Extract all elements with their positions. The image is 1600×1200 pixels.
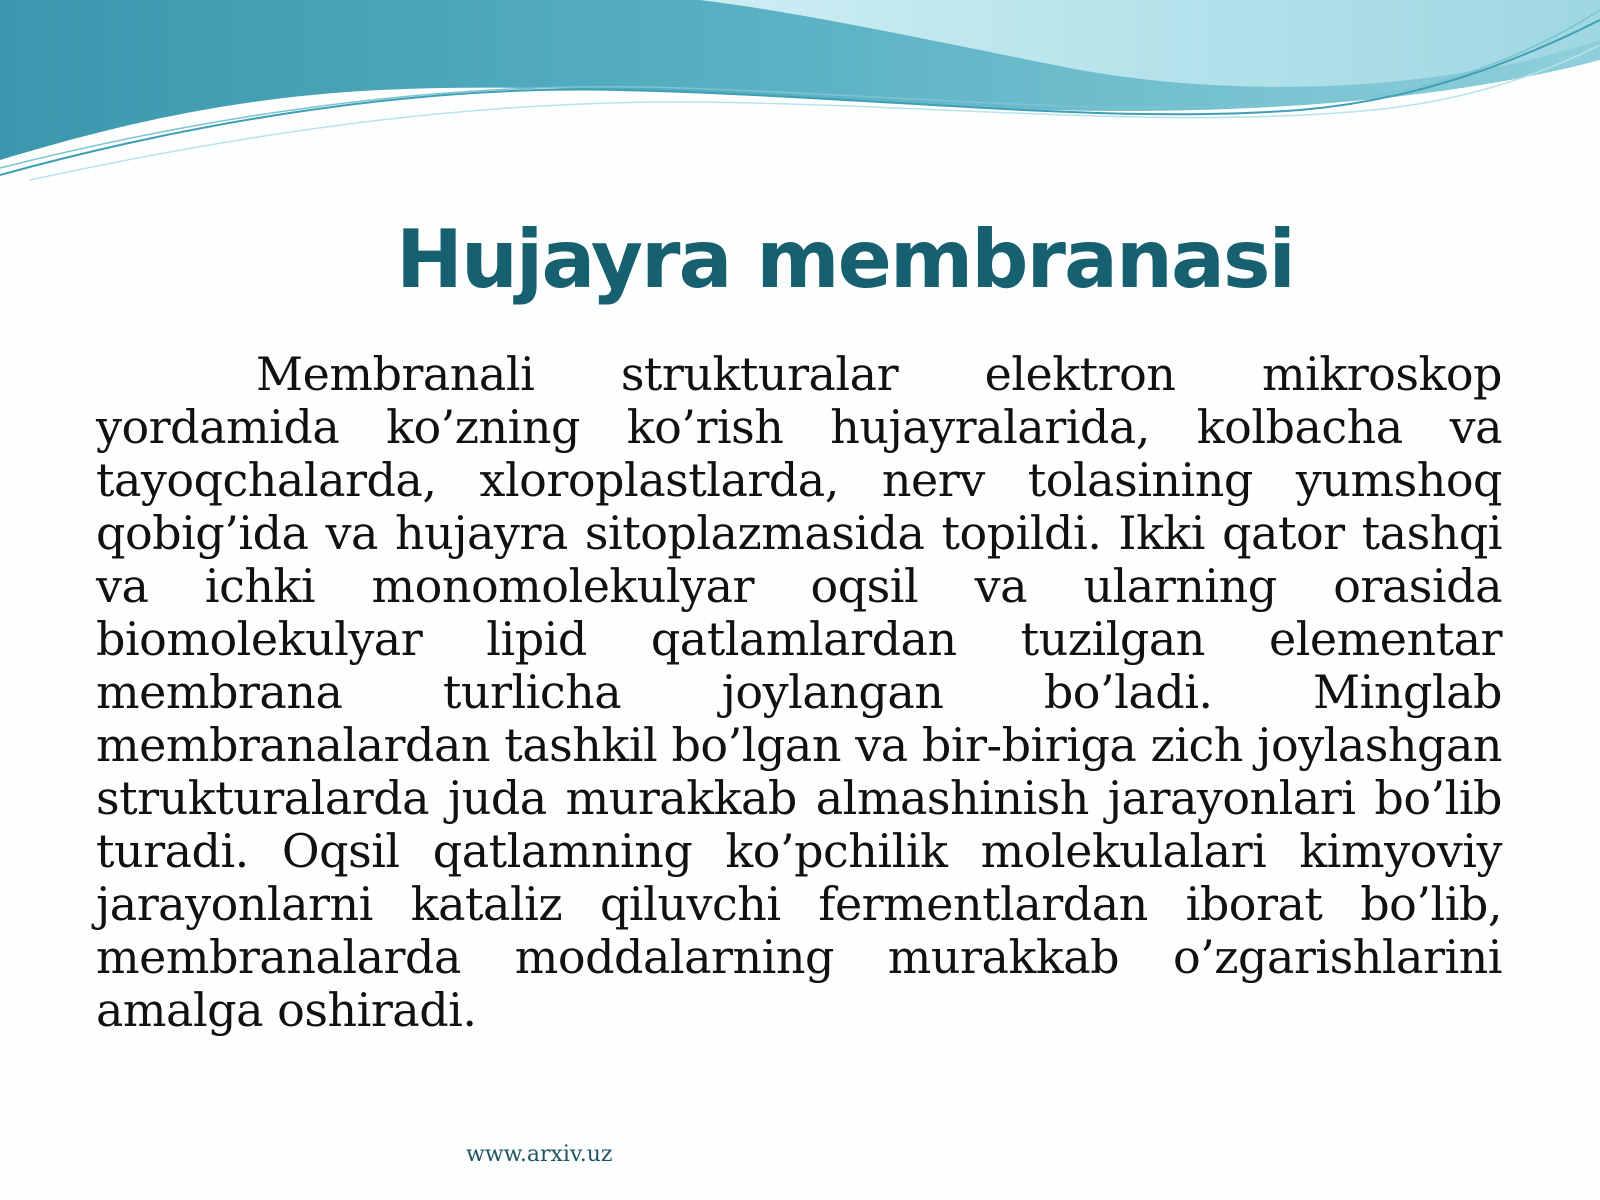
footer-website: www.arxiv.uz (466, 1142, 613, 1167)
slide-body-text: Membranali strukturalar elektron mikroskop yordamida ko’zning ko’rish hujayralarida, kolbacha va tayoqchalarda, xloroplastlarda, nerv tolasining yumshoq qobig’ida va hujayra sitoplazmasida topildi. Ikki qator tashqi va ichki monomolekulyar oqsil va ularning orasida biomolekulyar lipid qatlamlardan tuzilgan elementar membrana turlicha joylangan bo’ladi. Minglab membranalardan tashkil bo’lgan va bir-biriga zich joylashgan strukturalarda juda murakkab almashinish jarayonlari bo’lib turadi. Oqsil qatlamning ko’pchilik molekulalari kimyoviy jarayonlarni kataliz qiluvchi fermentlardan iborat bo’lib, membranalarda moddalarning murakkab o’zgarishlarini amalga oshiradi. (96, 347, 1502, 1037)
slide-title: Hujayra membranasi (396, 213, 1294, 306)
wave-header-decoration (0, 0, 1600, 200)
